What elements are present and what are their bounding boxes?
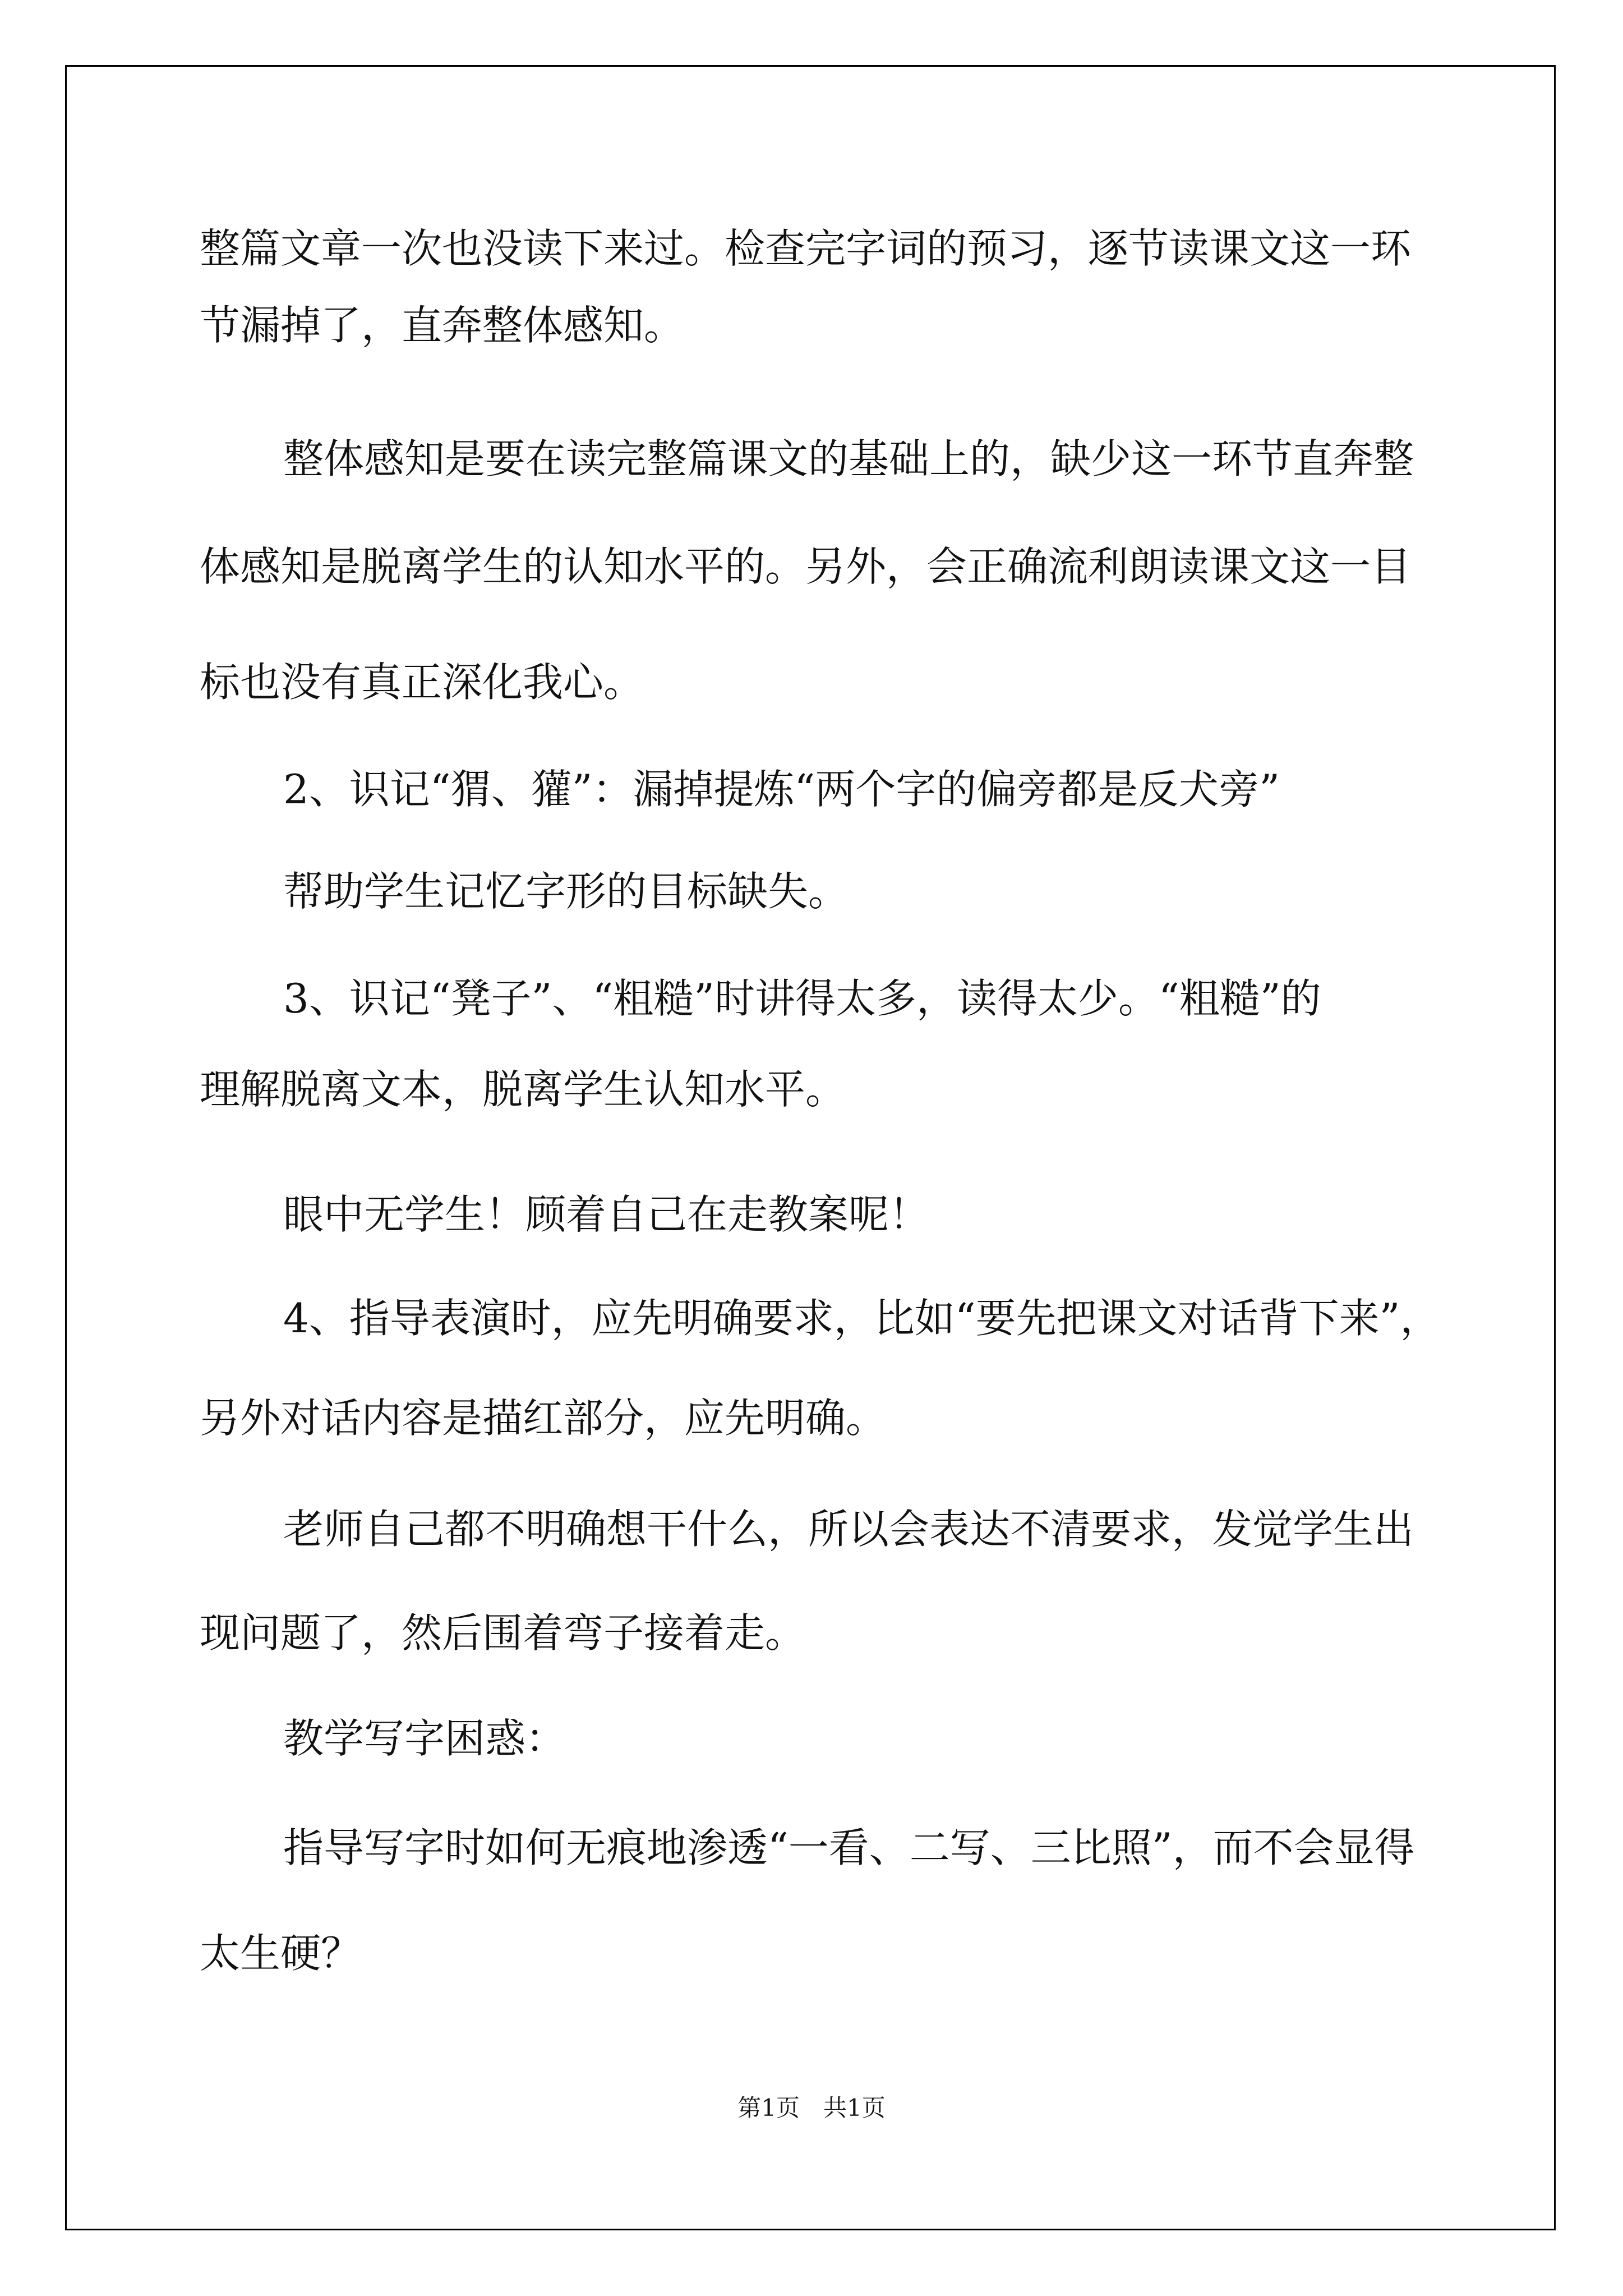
body-line-6: 2、识记“猬、獾”：漏掉提炼“两个字的偏旁都是反犬旁”: [283, 766, 1280, 813]
body-line-9: 理解脱离文本，脱离学生认知水平。: [200, 1066, 846, 1113]
body-line-5: 标也没有真正深化我心。: [200, 659, 644, 706]
body-line-17: 太生硬？: [200, 1930, 362, 1977]
body-line-14: 现问题了，然后围着弯子接着走。: [200, 1609, 806, 1657]
body-line-16: 指导写字时如何无痕地渗透“一看、二写、三比照”，而不会显得: [283, 1824, 1415, 1871]
page-border: [65, 65, 1556, 2230]
body-line-15: 教学写字困惑：: [283, 1715, 566, 1762]
body-line-13: 老师自己都不明确想干什么，所以会表达不清要求，发觉学生出: [283, 1506, 1414, 1553]
body-line-8: 3、识记“凳子”、“粗糙”时讲得太多，读得太少。“粗糙”的: [283, 975, 1321, 1022]
body-line-1: 整篇文章一次也没读下来过。检查完字词的预习，逐节读课文这一环: [200, 225, 1412, 272]
page-number-footer: 第1页 共1页: [737, 2094, 886, 2122]
body-line-7: 帮助学生记忆字形的目标缺失。: [283, 868, 849, 915]
body-line-4: 体感知是脱离学生的认知水平的。另外，会正确流利朗读课文这一目: [200, 543, 1412, 590]
body-line-2: 节漏掉了，直奔整体感知。: [200, 302, 685, 349]
body-line-3: 整体感知是要在读完整篇课文的基础上的，缺少这一环节直奔整: [283, 435, 1414, 482]
body-line-11: 4、指导表演时，应先明确要求，比如“要先把课文对话背下来”，: [283, 1295, 1441, 1342]
body-line-10: 眼中无学生！顾着自己在走教案呢！: [283, 1191, 930, 1238]
body-line-12: 另外对话内容是描红部分，应先明确。: [200, 1395, 887, 1442]
